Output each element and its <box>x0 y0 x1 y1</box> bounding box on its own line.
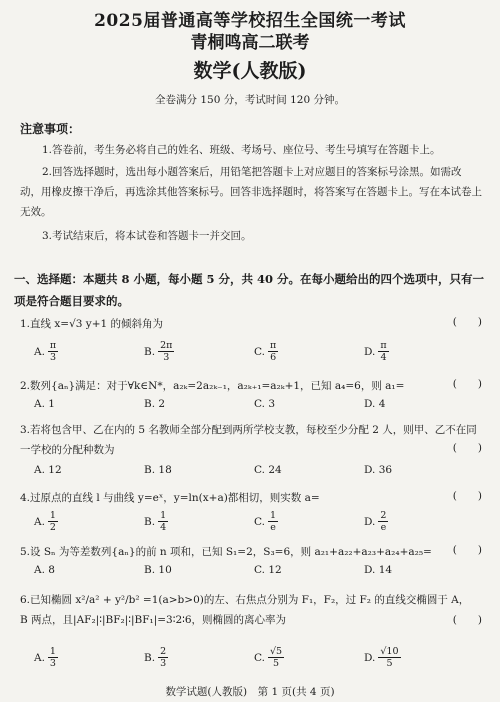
question-2-options <box>34 398 474 410</box>
exam-subtitle: 青桐鸣高二联考 <box>190 33 310 53</box>
option-d: D. 14 <box>364 564 393 576</box>
note-3: 3.考试结束后，将本试卷和答题卡一并交回。 <box>42 230 252 242</box>
option-b: B. 10 <box>144 564 172 576</box>
option-d: D. $\frac{√10}{5}$ <box>364 646 399 669</box>
option-d: D. $\frac{\pi}{4}$ <box>364 340 387 363</box>
answer-paren-6: ( ) <box>452 614 482 626</box>
option-c: C. $\frac{\pi}{6}$ <box>254 340 277 363</box>
option-c: C. 24 <box>254 464 282 476</box>
note-2: 2.回答选择题时，选出每小题答案后，用铅笔把答题卡上对应题目的答案标号涂黑。如需改动，用橡皮擦干净后，再选涂其他答案标号。回答非选择题时，将答案写在答题卡上。写在本试卷上无效。 <box>20 166 482 218</box>
question-5-stem: 5.设 Sₙ 为等差数列{aₙ}的前 n 项和，已知 S₁=2，S₃=6，则 a₂₁+a₂₂+a₂₃+a₂₄+a₂₅= <box>20 546 432 558</box>
answer-paren-4: ( ) <box>452 490 482 502</box>
option-c: C. 12 <box>254 564 282 576</box>
option-a: A. 12 <box>34 464 62 476</box>
option-c: C. $\frac{√5}{5}$ <box>254 646 283 669</box>
question-4-options <box>34 510 474 533</box>
question-4-stem: 4.过原点的直线 l 与曲线 y=eˣ，y=ln(x+a)都相切，则实数 a= <box>20 492 320 504</box>
option-c: C. 3 <box>254 398 276 410</box>
answer-paren-5: ( ) <box>452 544 482 556</box>
option-b: B. 2 <box>144 398 166 410</box>
answer-paren-3: ( ) <box>452 442 482 454</box>
option-d: D. 4 <box>364 398 386 410</box>
option-c: C. $\frac{1}{e}$ <box>254 510 277 533</box>
section-heading: 一、选择题：本题共 8 小题，每小题 5 分，共 40 分。在每小题给出的四个选项中，只有一项是符合题目要求的。 <box>14 272 485 308</box>
exam-title: 2025届普通高等学校招生全国统一考试 <box>94 11 406 31</box>
notes-title: 注意事项： <box>20 122 81 136</box>
option-b: B. $\frac{1}{4}$ <box>144 510 167 533</box>
question-1-options <box>34 340 474 363</box>
question-5-options <box>34 564 474 576</box>
option-a: A. 8 <box>34 564 55 576</box>
option-b: B. $\frac{2}{3}$ <box>144 646 167 669</box>
option-a: A. $\frac{1}{3}$ <box>34 646 56 669</box>
question-1-stem: 1.直线 x=√3 y+1 的倾斜角为 <box>20 318 164 330</box>
option-a: A. 1 <box>34 398 55 410</box>
page-footer: 数学试题(人教版) 第 1 页(共 4 页) <box>165 686 335 698</box>
exam-info: 全卷满分 150 分，考试时间 120 分钟。 <box>155 94 345 106</box>
answer-paren-1: ( ) <box>452 316 482 328</box>
subject-title: 数学(人教版) <box>193 60 307 82</box>
option-a: A. $\frac{\pi}{3}$ <box>34 340 57 363</box>
question-6-stem: 6.已知椭圆 x²/a² + y²/b² =1(a>b>0)的左、右焦点分别为 F₁，F₂，过 F₂ 的直线交椭圆于 A，B 两点，且|AF₂|∶|BF₂|∶|BF₁|=3∶2∶6，则椭圆的离心率为 <box>20 594 470 626</box>
question-6-options <box>34 646 474 669</box>
note-1: 1.答卷前，考生务必将自己的姓名、班级、考场号、座位号、考生号填写在答题卡上。 <box>42 144 441 156</box>
option-a: A. $\frac{1}{2}$ <box>34 510 56 533</box>
question-3-stem: 3.若将包含甲、乙在内的 5 名教师全部分配到两所学校支教，每校至少分配 2 人，则甲、乙不在同一学校的分配种数为 <box>20 424 477 456</box>
option-d: D. 36 <box>364 464 393 476</box>
option-d: D. $\frac{2}{e}$ <box>364 510 387 533</box>
option-b: B. 18 <box>144 464 172 476</box>
question-3-options <box>34 464 474 476</box>
option-b: B. $\frac{2\pi}{3}$ <box>144 340 173 363</box>
question-2-stem: 2.数列{aₙ}满足：对于∀k∈N*，a₂ₖ=2a₂ₖ₋₁，a₂ₖ₊₁=a₂ₖ+1，已知 a₄=6，则 a₁= <box>20 380 405 392</box>
answer-paren-2: ( ) <box>452 378 482 390</box>
